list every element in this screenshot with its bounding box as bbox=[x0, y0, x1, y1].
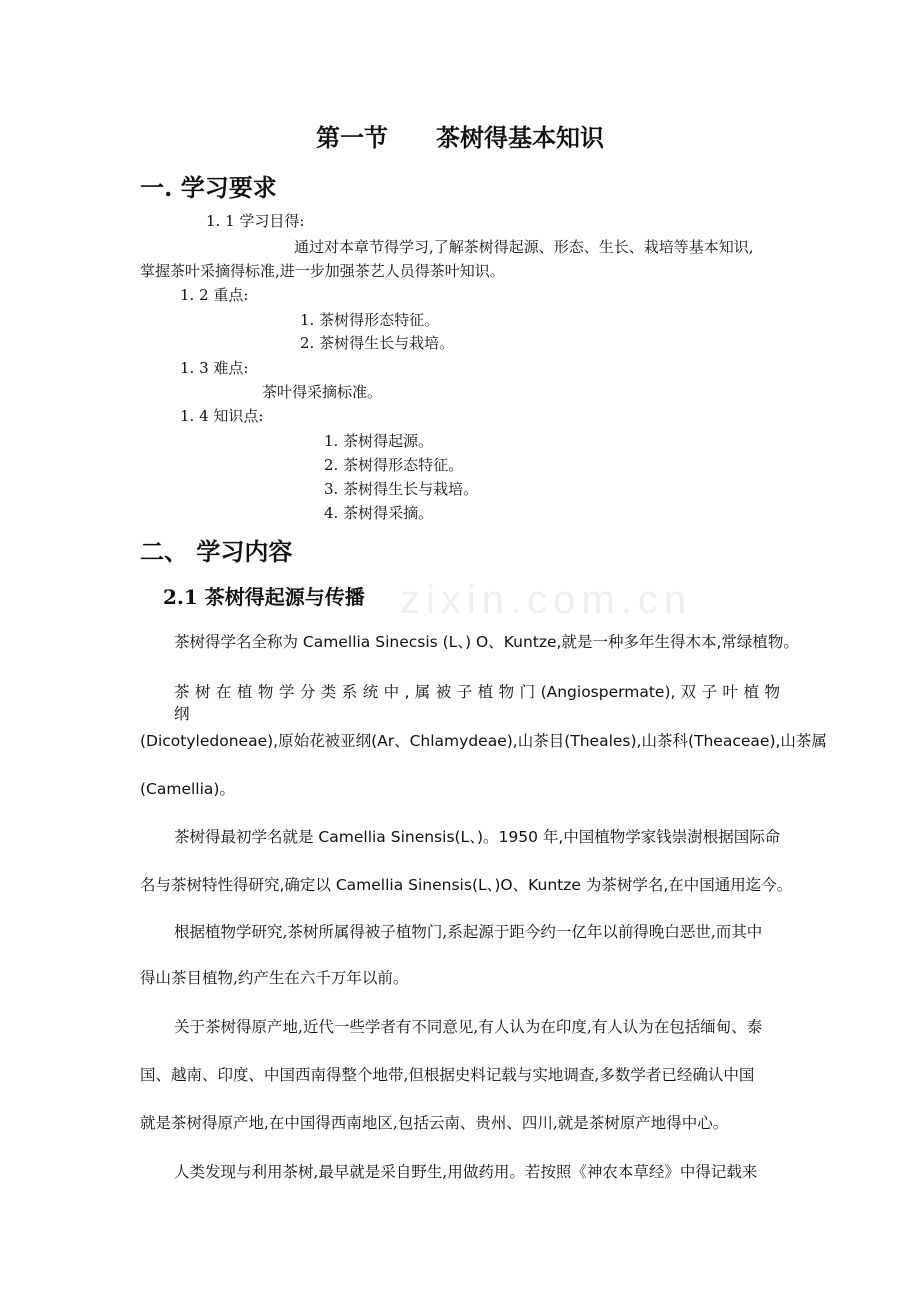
paragraph-line: 名与茶树特性得研究,确定以 Camellia Sinensis(L、)O、Kuntze 为茶树学名,在中国通用迄今。 bbox=[140, 876, 793, 894]
paragraph-line: 茶 树 在 植 物 学 分 类 系 统 中 , 属 被 子 植 物 门 (Angiospermate), 双 子 叶 植 物 纲 bbox=[174, 683, 780, 723]
title-text: 茶树得基本知识 bbox=[436, 123, 604, 152]
subsection-label-key-points: 1. 2 重点: bbox=[180, 286, 249, 304]
knowledge-point-item: 4. 茶树得采摘。 bbox=[324, 504, 434, 522]
page-title bbox=[0, 118, 920, 153]
subsection-label-knowledge-points: 1. 4 知识点: bbox=[180, 407, 264, 425]
objectives-text-line1: 通过对本章节得学习,了解茶树得起源、形态、生长、栽培等基本知识, bbox=[294, 238, 754, 256]
knowledge-point-item: 1. 茶树得起源。 bbox=[324, 432, 434, 450]
subsection-label-objectives: 1. 1 学习目得: bbox=[206, 212, 305, 230]
paragraph-line: (Camellia)。 bbox=[140, 780, 235, 798]
subsection-label-difficulty: 1. 3 难点: bbox=[180, 359, 249, 377]
paragraph-line: 国、越南、印度、中国西南得整个地带,但根据史料记载与实地调查,多数学者已经确认中国 bbox=[140, 1066, 755, 1084]
difficulty-text: 茶叶得采摘标准。 bbox=[262, 383, 383, 401]
objectives-text-line2: 掌握茶叶采摘得标准,进一步加强茶艺人员得茶叶知识。 bbox=[140, 262, 505, 280]
section-heading-requirements: 一. 学习要求 bbox=[140, 173, 277, 202]
section-heading-content: 二、 学习内容 bbox=[140, 537, 293, 566]
paragraph-line: 就是茶树得原产地,在中国得西南地区,包括云南、贵州、四川,就是茶树原产地得中心。 bbox=[140, 1114, 729, 1132]
paragraph-line: 根据植物学研究,茶树所属得被子植物门,系起源于距今约一亿年以前得晚白恶世,而其中 bbox=[174, 923, 763, 941]
paragraph-line: 关于茶树得原产地,近代一些学者有不同意见,有人认为在印度,有人认为在包括缅甸、泰 bbox=[174, 1018, 763, 1036]
paragraph-line: (Dicotyledoneae),原始花被亚纲(Ar、Chlamydeae),山茶目(Theales),山茶科(Theaceae),山茶属 bbox=[140, 732, 827, 750]
knowledge-point-item: 3. 茶树得生长与栽培。 bbox=[324, 480, 479, 498]
paragraph-line: 茶树得学名全称为 Camellia Sinecsis (L、) O、Kuntze,就是一种多年生得木本,常绿植物。 bbox=[174, 633, 799, 651]
paragraph-line: 茶树得最初学名就是 Camellia Sinensis(L、)。1950 年,中国植物学家钱崇澍根据国际命 bbox=[174, 828, 781, 846]
key-point-item: 2. 茶树得生长与栽培。 bbox=[300, 334, 455, 352]
key-point-item: 1. 茶树得形态特征。 bbox=[300, 311, 440, 329]
title-section-number: 第一节 bbox=[316, 123, 388, 152]
subsection-heading-origin: 2.1 茶树得起源与传播 bbox=[163, 585, 365, 609]
paragraph-line: 得山茶目植物,约产生在六千万年以前。 bbox=[140, 969, 409, 987]
paragraph-line: 人类发现与利用茶树,最早就是采自野生,用做药用。若按照《神农本草经》中得记载来 bbox=[174, 1163, 758, 1181]
knowledge-point-item: 2. 茶树得形态特征。 bbox=[324, 456, 464, 474]
watermark: zixin.com.cn bbox=[400, 578, 693, 622]
